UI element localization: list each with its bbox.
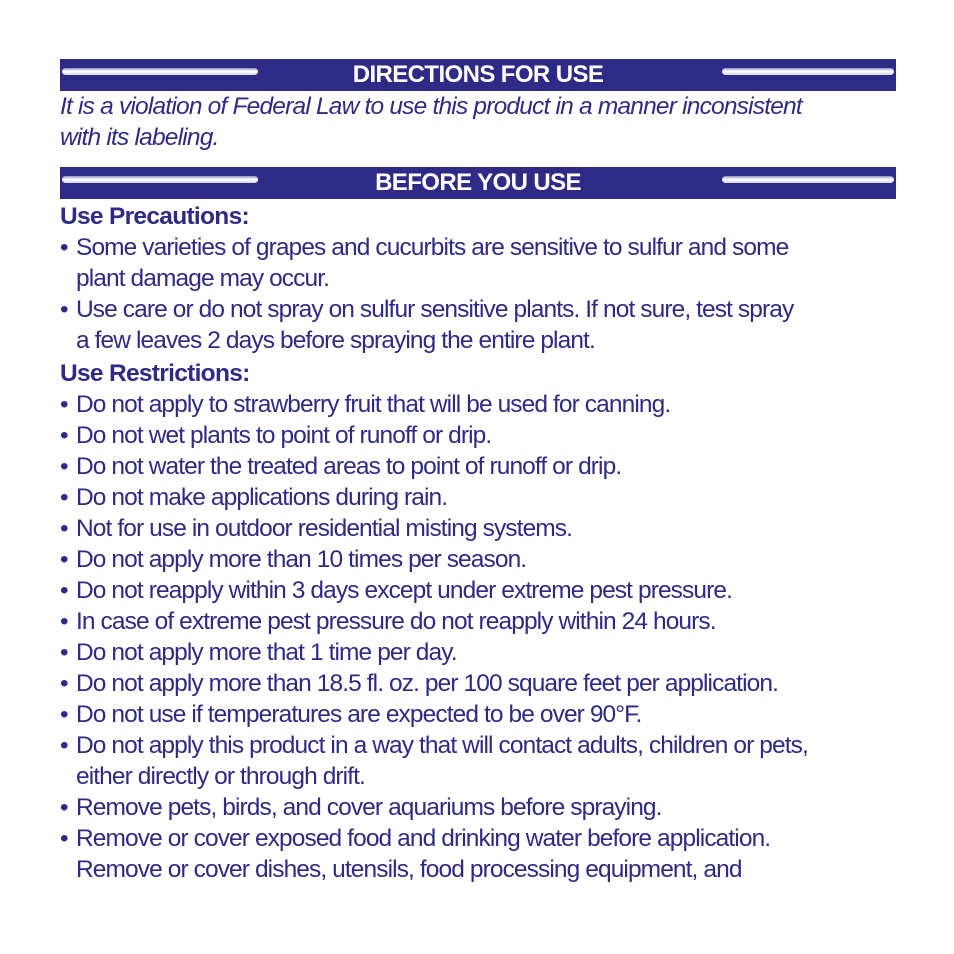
list-item-text: a few leaves 2 days before spraying the entire plant. <box>76 327 595 354</box>
list-item-text: Do not apply more than 18.5 fl. oz. per 100 square feet per application. <box>76 670 778 697</box>
bullet-icon: • <box>60 577 68 604</box>
list-item-text: Not for use in outdoor residential misting systems. <box>76 515 573 542</box>
list-item-text: Do not use if temperatures are expected to be over 90°F. <box>76 701 642 728</box>
bullet-icon: • <box>60 296 68 323</box>
use-restrictions-heading: Use Restrictions: <box>60 360 250 387</box>
bullet-icon: • <box>60 732 68 759</box>
federal-law-notice-line: It is a violation of Federal Law to use this product in a manner inconsistent <box>60 93 802 120</box>
list-item <box>60 730 896 792</box>
use-precautions-list <box>60 232 896 356</box>
list-item-text: Remove or cover dishes, utensils, food processing equipment, and <box>76 856 742 883</box>
before-you-use-title: BEFORE YOU USE <box>375 169 581 196</box>
list-item-text: Do not water the treated areas to point of runoff or drip. <box>76 453 622 480</box>
bullet-icon: • <box>60 825 68 852</box>
list-item-text: Do not apply more than 10 times per season. <box>76 546 527 573</box>
list-item <box>60 792 896 823</box>
list-item-text: Do not reapply within 3 days except under extreme pest pressure. <box>76 577 732 604</box>
list-item <box>60 823 896 885</box>
banner-stripe-right <box>722 176 894 183</box>
list-item-text: Use care or do not spray on sulfur sensitive plants. If not sure, test spray <box>76 296 794 323</box>
before-you-use-banner <box>60 167 896 199</box>
label-content <box>60 59 896 885</box>
bullet-icon: • <box>60 670 68 697</box>
list-item <box>60 544 896 575</box>
bullet-icon: • <box>60 391 68 418</box>
bullet-icon: • <box>60 484 68 511</box>
banner-stripe-left <box>62 68 258 75</box>
bullet-icon: • <box>60 422 68 449</box>
list-item <box>60 482 896 513</box>
list-item-text: either directly or through drift. <box>76 763 365 790</box>
list-item-text: Remove pets, birds, and cover aquariums before spraying. <box>76 794 662 821</box>
bullet-icon: • <box>60 453 68 480</box>
use-restrictions-list <box>60 389 896 885</box>
list-item <box>60 513 896 544</box>
list-item <box>60 294 896 356</box>
bullet-icon: • <box>60 234 68 261</box>
list-item-text: Some varieties of grapes and cucurbits are sensitive to sulfur and some <box>76 234 789 261</box>
bullet-icon: • <box>60 639 68 666</box>
federal-law-notice-line: with its labeling. <box>60 124 219 151</box>
directions-for-use-title: DIRECTIONS FOR USE <box>352 61 604 88</box>
bullet-icon: • <box>60 515 68 542</box>
list-item-text: plant damage may occur. <box>76 265 330 292</box>
list-item <box>60 575 896 606</box>
list-item <box>60 606 896 637</box>
list-item-text: Remove or cover exposed food and drinking water before application. <box>76 825 771 852</box>
federal-law-notice <box>60 91 896 153</box>
list-item-text: Do not apply to strawberry fruit that will be used for canning. <box>76 391 671 418</box>
bullet-icon: • <box>60 608 68 635</box>
banner-stripe-left <box>62 176 258 183</box>
list-item <box>60 699 896 730</box>
list-item-text: Do not make applications during rain. <box>76 484 448 511</box>
list-item <box>60 637 896 668</box>
list-item <box>60 420 896 451</box>
banner-stripe-right <box>722 68 894 75</box>
list-item <box>60 389 896 420</box>
bullet-icon: • <box>60 794 68 821</box>
list-item <box>60 668 896 699</box>
list-item-text: Do not wet plants to point of runoff or drip. <box>76 422 492 449</box>
list-item-text: In case of extreme pest pressure do not reapply within 24 hours. <box>76 608 716 635</box>
bullet-icon: • <box>60 546 68 573</box>
use-precautions-heading: Use Precautions: <box>60 203 249 230</box>
list-item-text: Do not apply more that 1 time per day. <box>76 639 457 666</box>
bullet-icon: • <box>60 701 68 728</box>
list-item-text: Do not apply this product in a way that will contact adults, children or pets, <box>76 732 808 759</box>
list-item <box>60 232 896 294</box>
list-item <box>60 451 896 482</box>
directions-for-use-banner <box>60 59 896 91</box>
